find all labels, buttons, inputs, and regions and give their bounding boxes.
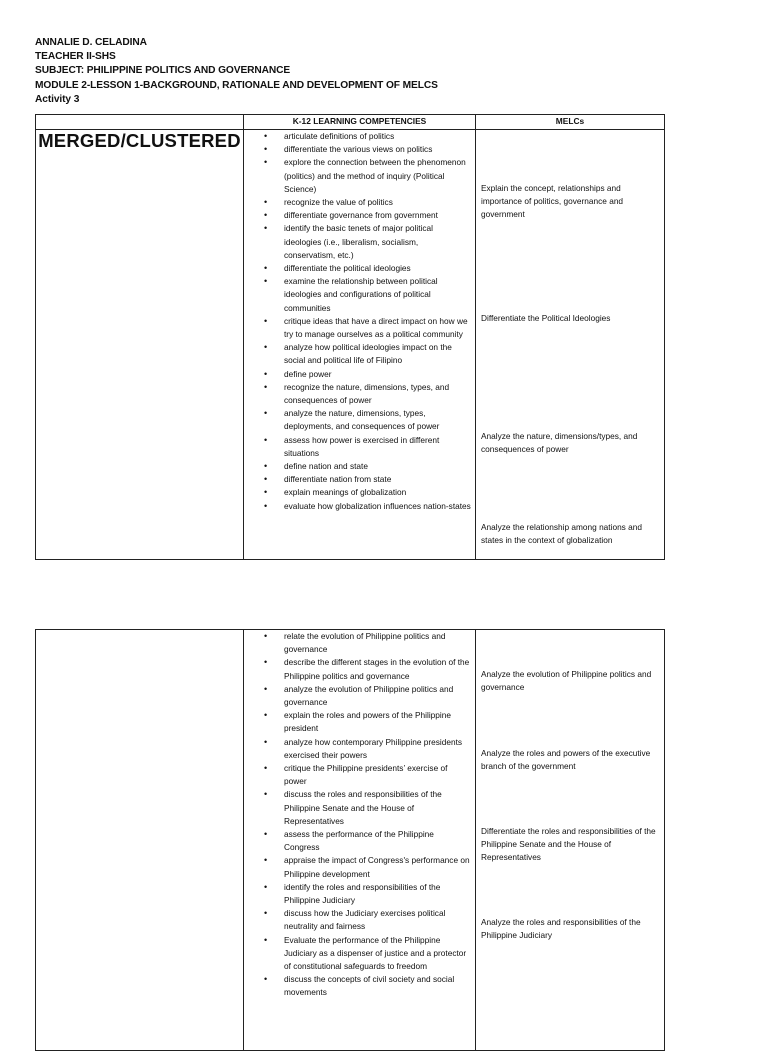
melcs-cell [476, 630, 665, 1051]
competency-item: • analyze the evolution of Philippine politics and governance [284, 683, 475, 709]
competency-table-1 [35, 114, 665, 560]
competency-item: • differentiate the political ideologies [284, 262, 475, 275]
competency-item: • articulate definitions of politics [284, 130, 475, 143]
competency-item: • analyze how political ideologies impact on the social and political life of Filipino [284, 341, 475, 367]
subject-line: SUBJECT: PHILIPPINE POLITICS AND GOVERNANCE [35, 65, 291, 77]
header-cell-melcs: MELCs [476, 115, 665, 130]
competency-item: • Evaluate the performance of the Philippine Judiciary as a dispenser of justice and a protector of constitutional safeguards to freedom [284, 934, 475, 974]
competency-item: • assess how power is exercised in different situations [284, 434, 475, 460]
document-header [35, 36, 438, 107]
competency-item: • critique the Philippine presidents’ exercise of power [284, 762, 475, 788]
table-body-row [36, 130, 665, 560]
competency-item: • appraise the impact of Congress's performance on Philippine development [284, 854, 475, 880]
melc-item: Differentiate the Political Ideologies [481, 313, 611, 323]
competency-item: • identify the basic tenets of major political ideologies (i.e., liberalism, socialism, conservatism, etc.) [284, 222, 475, 262]
competency-item: • evaluate how globalization influences nation-states [284, 500, 475, 513]
melc-item: Differentiate the roles and responsibilities of the Philippine Senate and the House of Representatives [481, 826, 656, 863]
teacher-position: TEACHER II-SHS [35, 51, 116, 63]
melc-item: Analyze the evolution of Philippine politics and governance [481, 669, 652, 693]
teacher-name: ANNALIE D. CELADINA [35, 37, 147, 48]
competency-item: • discuss the roles and responsibilities of the Philippine Senate and the House of Representatives [284, 788, 475, 828]
competency-item: • recognize the value of politics [284, 196, 475, 209]
competency-list [244, 630, 475, 1000]
melc-item: Analyze the relationship among nations and states in the context of globalization [481, 522, 642, 546]
competency-item: • relate the evolution of Philippine politics and governance [284, 630, 475, 656]
melc-item: Analyze the nature, dimensions/types, and consequences of power [481, 431, 638, 455]
competencies-cell [244, 130, 476, 560]
competency-item: • explain the roles and powers of the Philippine president [284, 709, 475, 735]
competency-item: • define nation and state [284, 460, 475, 473]
competency-item: • recognize the nature, dimensions, types, and consequences of power [284, 381, 475, 407]
table-body-row [36, 630, 665, 1051]
category-cell [36, 130, 244, 560]
activity-line: Activity 3 [35, 93, 80, 105]
table-header-row [36, 115, 665, 130]
merged-clustered-label: MERGED/CLUSTERED [38, 130, 241, 151]
competency-item: • explore the connection between the phenomenon (politics) and the method of inquiry (Political Science) [284, 156, 475, 196]
melc-item: Explain the concept, relationships and importance of politics, governance and government [481, 183, 624, 220]
competency-item: • assess the performance of the Philippine Congress [284, 828, 475, 854]
competency-table-2 [35, 629, 665, 1051]
category-cell-empty [36, 630, 244, 1051]
competency-list [244, 130, 475, 513]
competency-item: • describe the different stages in the evolution of the Philippine politics and governance [284, 656, 475, 682]
competencies-cell [244, 630, 476, 1051]
competency-item: • define power [284, 368, 475, 381]
competency-item: • critique ideas that have a direct impact on how we try to manage ourselves as a political community [284, 315, 475, 341]
competency-item: • differentiate the various views on politics [284, 143, 475, 156]
competency-item: • identify the roles and responsibilities of the Philippine Judiciary [284, 881, 475, 907]
competency-item: • discuss the concepts of civil society and social movements [284, 973, 475, 999]
header-cell-blank [36, 115, 244, 130]
competency-item: • differentiate governance from government [284, 209, 475, 222]
competency-item: • differentiate nation from state [284, 473, 475, 486]
competency-item: • discuss how the Judiciary exercises political neutrality and fairness [284, 907, 475, 933]
competency-item: • explain meanings of globalization [284, 486, 475, 499]
header-cell-competencies: K-12 LEARNING COMPETENCIES [244, 115, 476, 130]
competency-item: • examine the relationship between political ideologies and configurations of political communities [284, 275, 475, 315]
melc-item: Analyze the roles and responsibilities of the Philippine Judiciary [481, 917, 641, 941]
melc-item: Analyze the roles and powers of the executive branch of the government [481, 748, 651, 772]
melcs-cell [476, 130, 665, 560]
competency-item: • analyze the nature, dimensions, types, deployments, and consequences of power [284, 407, 475, 433]
competency-item: • analyze how contemporary Philippine presidents exercised their powers [284, 736, 475, 762]
module-line: MODULE 2-LESSON 1-BACKGROUND, RATIONALE AND DEVELOPMENT OF MELCS [35, 79, 438, 91]
